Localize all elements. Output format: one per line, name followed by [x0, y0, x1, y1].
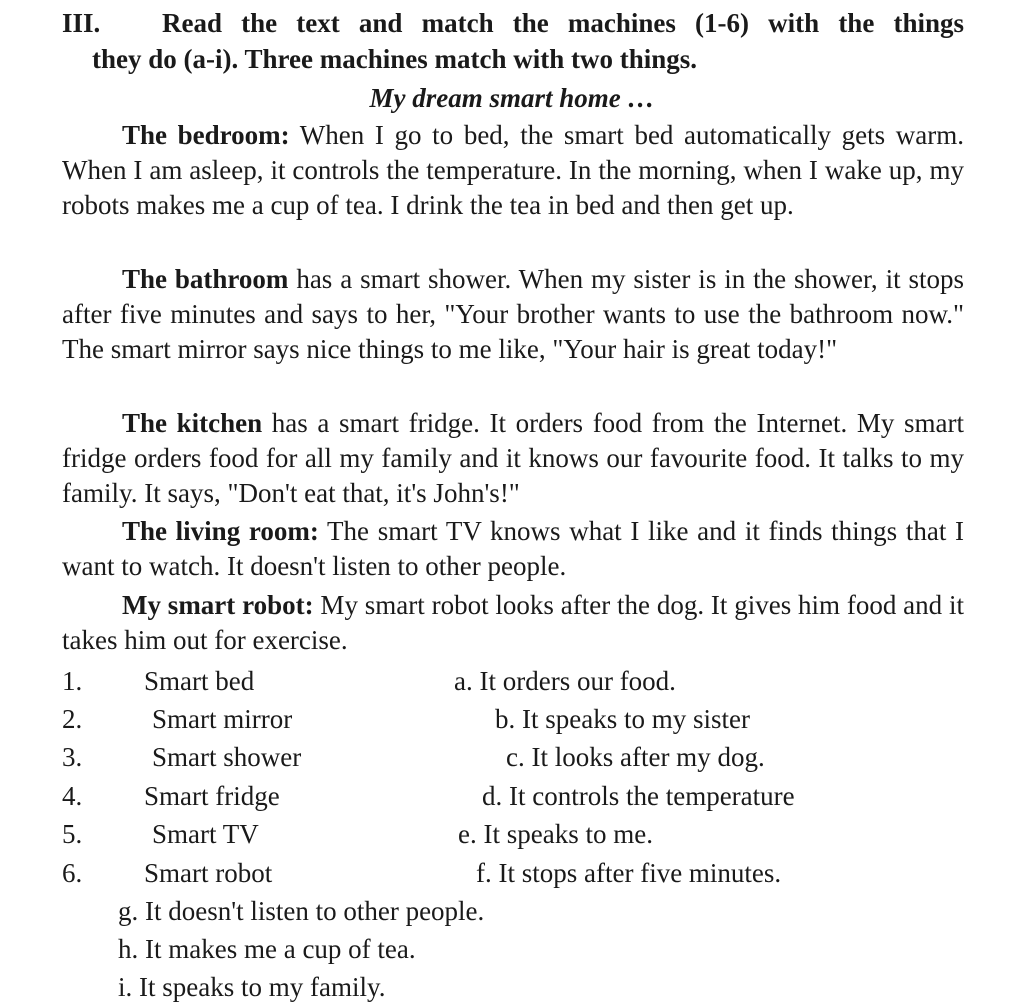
paragraph-lead: The living room:: [122, 516, 319, 546]
machine-name: Smart bed: [144, 666, 255, 696]
match-row: [0, 700, 1024, 738]
match-option: f. It stops after five minutes.: [476, 858, 782, 888]
match-option: b. It speaks to my sister: [495, 704, 750, 734]
machine-number: 3.: [62, 742, 83, 772]
match-row: [0, 854, 1024, 892]
machine-number: 1.: [62, 666, 83, 696]
paragraph-robot: [62, 588, 964, 658]
extra-option: h. It makes me a cup of tea.: [118, 934, 416, 964]
paragraph-text: When I go to bed, the smart bed automatically gets warm. When I am asleep, it controls the temperature. In the morning, when I wake up, my robots makes me a cup of tea. I drink the tea in bed and then get up.: [62, 120, 964, 220]
paragraph-text: The smart TV knows what I like and it finds things that I want to watch. It doesn't listen to other people.: [62, 516, 964, 581]
machine-name: Smart robot: [144, 858, 273, 888]
paragraph-kitchen: [62, 406, 964, 511]
match-option: a. It orders our food.: [454, 666, 676, 696]
machine-name: Smart shower: [152, 742, 302, 772]
machine-name: Smart TV: [152, 819, 259, 849]
paragraph-text: has a smart fridge. It orders food from the Internet. My smart fridge orders food for all my family and it knows our favourite food. It talks to my family. It says, "Don't eat that, it's John's!": [62, 408, 964, 508]
machine-name: Smart mirror: [152, 704, 293, 734]
machine-number: 4.: [62, 781, 83, 811]
exercise-heading: [62, 5, 964, 77]
extra-option: i. It speaks to my family.: [118, 972, 386, 1002]
paragraph-lead: The bathroom: [122, 264, 289, 294]
paragraph-bedroom: [62, 118, 964, 223]
exercise-number: III.: [62, 8, 101, 38]
machine-number: 2.: [62, 704, 83, 734]
match-row: [0, 662, 1024, 700]
machine-number: 6.: [62, 858, 83, 888]
paragraph-text: has a smart shower. When my sister is in the shower, it stops after five minutes and says to her, "Your brother wants to use the bathroom now." The smart mirror says nice things to me like, "Your hair is great today!": [62, 264, 964, 364]
paragraph-lead: The kitchen: [122, 408, 263, 438]
match-option: e. It speaks to me.: [458, 819, 653, 849]
match-row: [0, 815, 1024, 853]
paragraph-lead: The bedroom:: [122, 120, 290, 150]
match-row: [0, 738, 1024, 776]
paragraph-lead: My smart robot:: [122, 590, 314, 620]
match-row: [0, 777, 1024, 815]
exercise-instruction-line2: they do (a-i). Three machines match with two things.: [92, 44, 697, 74]
extra-option: g. It doesn't listen to other people.: [118, 896, 485, 926]
match-option: d. It controls the temperature: [482, 781, 795, 811]
paragraph-living-room: [62, 514, 964, 584]
paragraph-text: My smart robot looks after the dog. It gives him food and it takes him out for exercise.: [62, 590, 964, 655]
exercise-instruction-line1: Read the text and match the machines (1-6) with the things: [162, 8, 964, 38]
machine-number: 5.: [62, 819, 83, 849]
machine-name: Smart fridge: [144, 781, 280, 811]
text-title: My dream smart home …: [369, 83, 655, 113]
match-option: c. It looks after my dog.: [506, 742, 765, 772]
paragraph-bathroom: [62, 262, 964, 367]
